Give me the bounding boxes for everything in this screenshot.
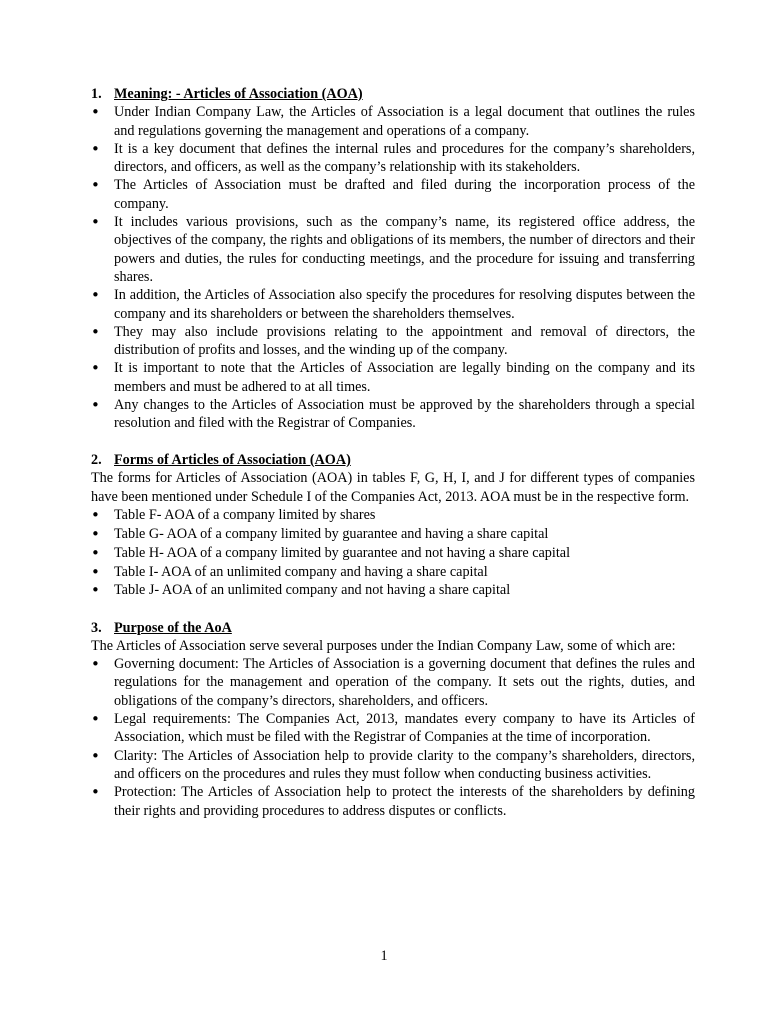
list-item: • Clarity: The Articles of Association help to provide clarity to the company’s shareholders, directors, and officers on the procedures and rules they must follow when conducting business activities. bbox=[91, 747, 695, 784]
section-number: 2. bbox=[91, 451, 102, 468]
list-item: • Legal requirements: The Companies Act, 2013, mandates every company to have its Articles of Association, which must be filed with the Registrar of Companies at the time of incorporation. bbox=[91, 710, 695, 747]
bullet-list bbox=[91, 103, 695, 432]
section-number: 1. bbox=[91, 86, 102, 102]
section-heading bbox=[91, 85, 695, 103]
bullet-list bbox=[91, 655, 695, 820]
spacer bbox=[91, 600, 695, 618]
section-title: Meaning: - Articles of Association (AOA) bbox=[114, 86, 363, 102]
spacer bbox=[91, 433, 695, 451]
list-item: • Any changes to the Articles of Association must be approved by the shareholders through a special resolution and filed with the Registrar of Companies. bbox=[91, 396, 695, 433]
list-item: • Under Indian Company Law, the Articles of Association is a legal document that outlines the rules and regulations governing the management and operations of a company. bbox=[91, 103, 695, 140]
list-item: • Table J- AOA of an unlimited company and not having a share capital bbox=[91, 581, 695, 599]
document-page bbox=[91, 85, 695, 820]
list-item: • Table H- AOA of a company limited by guarantee and not having a share capital bbox=[91, 544, 695, 562]
section-intro: The forms for Articles of Association (AOA) in tables F, G, H, I, and J for different types of companies have been mentioned under Schedule I of the Companies Act, 2013. AOA must be in the respective form. bbox=[91, 470, 695, 505]
section-heading bbox=[91, 619, 695, 637]
page-number: 1 bbox=[380, 948, 388, 964]
list-item: • They may also include provisions relating to the appointment and removal of directors, the distribution of profits and losses, and the winding up of the company. bbox=[91, 323, 695, 360]
list-item: • Table G- AOA of a company limited by guarantee and having a share capital bbox=[91, 525, 695, 543]
list-item: • The Articles of Association must be drafted and filed during the incorporation process of the company. bbox=[91, 176, 695, 213]
list-item: • It is a key document that defines the internal rules and procedures for the company’s shareholders, directors, and officers, as well as the company’s relationship with its stakeholders. bbox=[91, 140, 695, 177]
section-intro: The Articles of Association serve several purposes under the Indian Company Law, some of which are: bbox=[91, 637, 676, 654]
section-number: 3. bbox=[91, 619, 102, 636]
section-title: Purpose of the AoA bbox=[114, 619, 232, 636]
list-item: • It includes various provisions, such as the company’s name, its registered office address, the objectives of the company, the rights and obligations of its members, the number of directors and their powers and duties, the rules for conducting meetings, and the procedure for issuing and transferring shares. bbox=[91, 213, 695, 286]
list-item: • Table I- AOA of an unlimited company and having a share capital bbox=[91, 563, 695, 581]
list-item: • It is important to note that the Articles of Association are legally binding on the company and its members and must be adhered to at all times. bbox=[91, 359, 695, 396]
list-item: • In addition, the Articles of Association also specify the procedures for resolving disputes between the company and its shareholders or between the shareholders themselves. bbox=[91, 286, 695, 323]
list-item: • Protection: The Articles of Association help to protect the interests of the shareholders by defining their rights and providing procedures to address disputes or conflicts. bbox=[91, 783, 695, 820]
section-heading bbox=[91, 451, 695, 469]
list-item: • Governing document: The Articles of Association is a governing document that defines the rules and regulations for the management and operation of the company. It sets out the rights, duties, and obligations of the company’s directors, shareholders, and officers. bbox=[91, 655, 695, 710]
section-title: Forms of Articles of Association (AOA) bbox=[114, 451, 351, 468]
list-item: • Table F- AOA of a company limited by shares bbox=[91, 506, 695, 524]
bullet-list bbox=[91, 506, 695, 600]
